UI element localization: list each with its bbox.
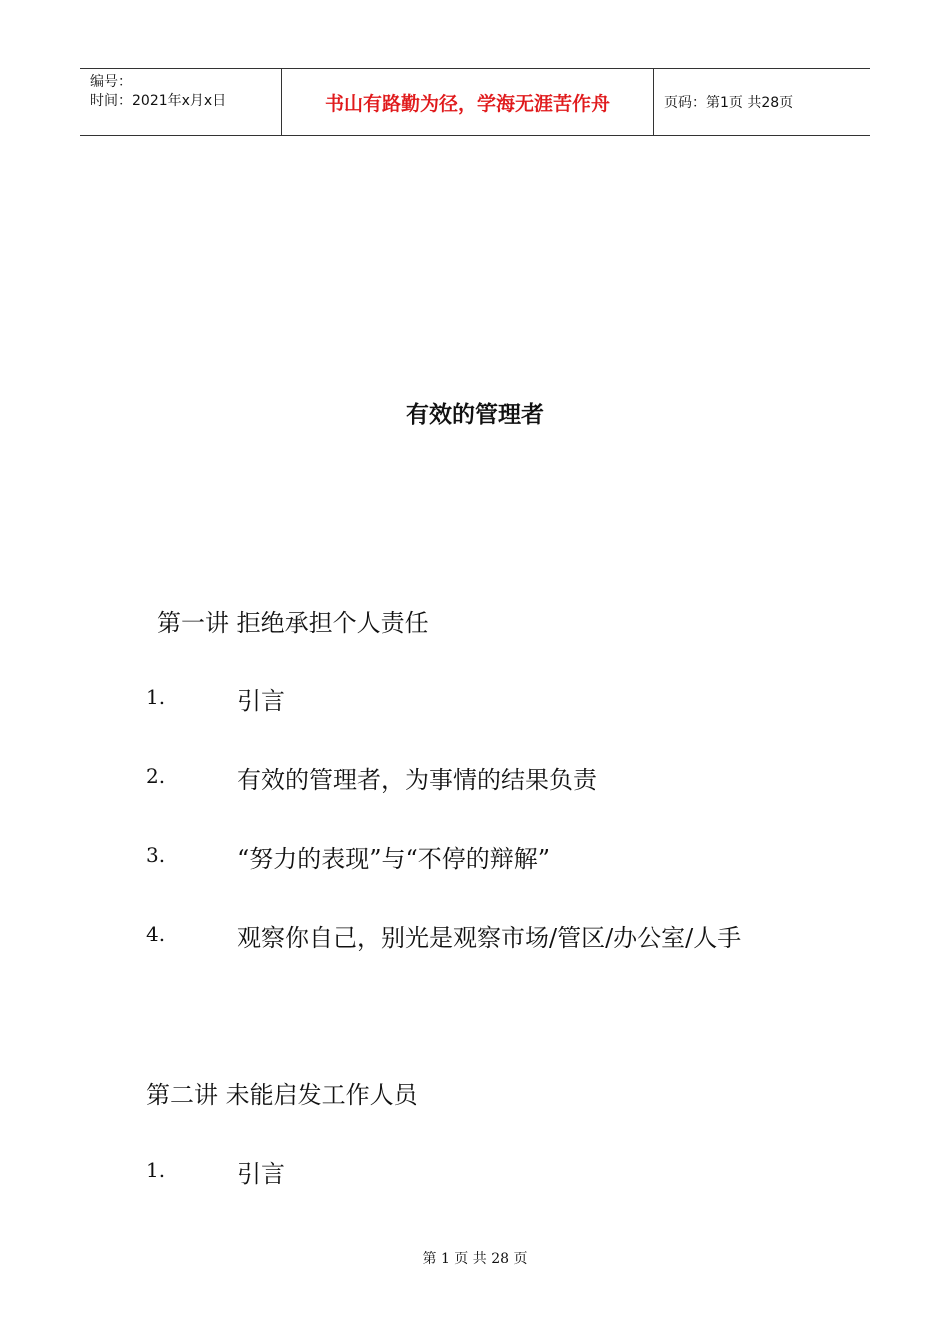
header-date: 时间：2021年x月x日 [90,93,227,109]
list-item-text: 观察你自己，别光是观察市场/管区/办公室/人手 [237,924,742,952]
header-number: 编号： [90,74,132,90]
header-meta [80,69,282,135]
list-item-text: 引言 [237,1160,285,1188]
header-page-info: 页码：第1页 共28页 [664,95,794,111]
section-heading: 第二讲 未能启发工作人员 [146,1081,418,1109]
list-item-number: 1. [146,1158,166,1182]
list-item-number: 2. [146,764,166,788]
section-heading: 第一讲 拒绝承担个人责任 [157,609,429,637]
list-item-text: 有效的管理者，为事情的结果负责 [237,766,597,794]
list-item-text: “努力的表现”与“不停的辩解” [237,845,551,873]
header-motto: 书山有路勤为径，学海无涯苦作舟 [282,69,654,135]
document-title: 有效的管理者 [406,402,544,428]
page-header [80,68,870,136]
list-item-number: 4. [146,922,166,946]
list-item-number: 3. [146,843,166,867]
list-item-number: 1. [146,685,166,709]
list-item-text: 引言 [237,687,285,715]
page-footer: 第 1 页 共 28 页 [422,1251,528,1267]
